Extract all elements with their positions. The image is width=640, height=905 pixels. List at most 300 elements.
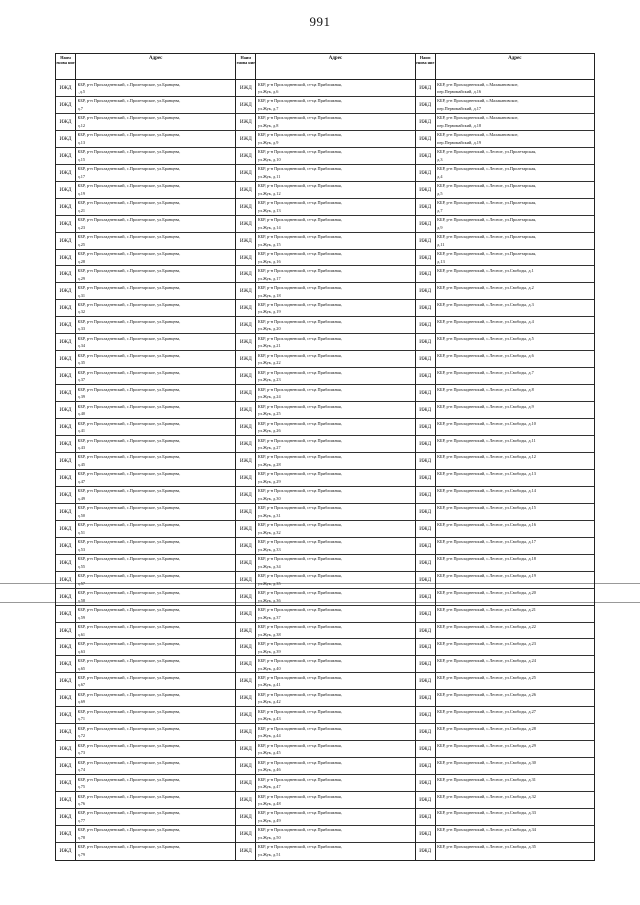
- address-line-2: д.71: [77, 716, 86, 722]
- address-cell: [436, 623, 594, 639]
- address-line-2: д.21: [77, 207, 86, 213]
- table-row: [236, 436, 414, 453]
- property-type-cell: ИЖД: [416, 182, 436, 198]
- address-line-1: КБР, р-н Прохладненский, с.Пролетарское, ул.Бранцева,: [77, 657, 181, 663]
- address-line-1: КБР, р-н Прохладненский, ст-ца Приближная,: [257, 640, 342, 646]
- table-row: [236, 826, 414, 843]
- address-line-2: д.13: [77, 139, 86, 145]
- address-line-2: ул.Жук, д.48: [257, 801, 281, 807]
- address-line-2: д.23: [77, 224, 86, 230]
- address-line-1: КБР, р-н Прохладненский, с.Пролетарское, ул.Бранцева,: [77, 200, 181, 206]
- table-row: [416, 216, 594, 233]
- table-row: [236, 538, 414, 555]
- address-line-1: КБР, р-н Прохладненский, ст-ца Приближная,: [257, 657, 342, 663]
- table-row: [56, 606, 235, 623]
- address-line-2: ул.Жук, д.50: [257, 835, 281, 841]
- table-row: [56, 402, 235, 419]
- address-cell: [76, 555, 235, 571]
- address-line-2: ул.Жук, д.7: [257, 106, 279, 112]
- table-row: [236, 266, 414, 283]
- address-cell: [76, 504, 235, 520]
- address-line-2: д.4: [437, 173, 443, 179]
- address-line-2: ул.Жук, д.14: [257, 224, 281, 230]
- table-row: [56, 656, 235, 673]
- address-line-1: КБР, р-н Прохладненский, с.Пролетарское, ул.Бранцева,: [77, 284, 181, 290]
- table-row: [236, 690, 414, 707]
- address-line-1: КБР, р-н Прохладненский, ст-ца Приближная,: [257, 200, 342, 206]
- table-row: [416, 199, 594, 216]
- property-type-cell: ИЖД: [416, 368, 436, 384]
- table-row: [236, 639, 414, 656]
- table-row: [56, 250, 235, 267]
- table-header: [56, 54, 594, 80]
- table-row: [236, 487, 414, 504]
- address-cell: [256, 199, 414, 215]
- table-row: [56, 504, 235, 521]
- address-line-1: КБР, р-н Прохладненский, с.Пролетарское, ул.Бранцева,: [77, 437, 181, 443]
- address-cell: [76, 521, 235, 537]
- address-line-1: КБР, р-н Прохладненский, ст-ца Приближная,: [257, 284, 342, 290]
- address-line-2: д.29: [77, 275, 86, 281]
- property-type-cell: ИЖД: [236, 419, 256, 435]
- table-row: [236, 334, 414, 351]
- address-line-2: ул.Жук, д.21: [257, 343, 281, 349]
- property-type-cell: ИЖД: [416, 199, 436, 215]
- address-line-1: КБР, р-н Прохладненский, с.Пролетарское, ул.Бранцева,: [77, 691, 181, 697]
- table-row: [56, 317, 235, 334]
- address-line-1: КБР, р-н Прохладненский, с.Пролетарское, ул.Бранцева,: [77, 318, 181, 324]
- address-line-1: КБР, р-н Прохладненский, с.Лесное, ул.Свободы, д.28: [437, 725, 536, 731]
- property-type-cell: ИЖД: [56, 470, 76, 486]
- address-line-2: д.35: [77, 360, 86, 366]
- property-type-cell: ИЖД: [56, 148, 76, 164]
- address-line-2: пер.Первомайский, д.18: [437, 123, 482, 128]
- address-line-1: КБР, р-н Прохладненский, с.Пролетарское, ул.Бранцева,: [77, 149, 181, 155]
- property-type-cell: ИЖД: [56, 419, 76, 435]
- property-type-cell: ИЖД: [416, 317, 436, 333]
- table-row: [416, 233, 594, 250]
- property-type-cell: ИЖД: [416, 606, 436, 622]
- address-line-2: ул.Жук, д.22: [257, 360, 281, 366]
- table-row: [236, 114, 414, 131]
- table-row: [416, 283, 594, 300]
- property-type-cell: ИЖД: [56, 538, 76, 554]
- header-address: Адрес: [148, 56, 163, 61]
- address-cell: [256, 639, 414, 655]
- address-line-2: д.25: [77, 241, 86, 247]
- address-cell: [436, 216, 594, 232]
- address-cell: [76, 606, 235, 622]
- address-cell: [256, 419, 414, 435]
- address-line-1: КБР, р-н Прохладненский, с.Лесное, ул.Пролетарская,: [437, 166, 537, 172]
- table-row: [56, 487, 235, 504]
- address-line-2: ул.Жук, д.27: [257, 445, 281, 451]
- property-type-cell: ИЖД: [416, 283, 436, 299]
- property-type-cell: ИЖД: [236, 843, 256, 860]
- address-cell: [436, 165, 594, 181]
- address-cell: [436, 758, 594, 774]
- address-line-1: КБР, р-н Прохладненский, с.Лесное, ул.Свободы, д.4: [437, 318, 534, 324]
- address-line-2: д.57: [77, 580, 86, 586]
- address-cell: [436, 656, 594, 672]
- address-line-2: ул.Жук, д.49: [257, 818, 281, 824]
- address-line-1: КБР, р-н Прохладненский, с.Пролетарское, ул.Бранцева,: [77, 81, 181, 87]
- property-type-cell: ИЖД: [236, 233, 256, 249]
- address-line-2: д.67: [77, 682, 86, 688]
- property-type-cell: ИЖД: [56, 266, 76, 282]
- property-type-cell: ИЖД: [416, 436, 436, 452]
- address-cell: [256, 673, 414, 689]
- address-line-1: КБР, р-н Прохладненский, с.Лесное, ул.Свободы, д.14: [437, 488, 536, 494]
- address-line-1: КБР, р-н Прохладненский, с.Пролетарское, ул.Бранцева,: [77, 708, 181, 714]
- address-cell: [436, 707, 594, 723]
- table-row: [236, 283, 414, 300]
- address-line-2: ул.Жук, д.13: [257, 207, 281, 213]
- address-line-2: д.13: [437, 258, 445, 264]
- address-line-1: КБР, р-н Прохладненский, ст-ца Приближная,: [257, 386, 342, 392]
- table-row: [236, 707, 414, 724]
- table-row: [56, 639, 235, 656]
- address-cell: [76, 453, 235, 469]
- table-row: [236, 843, 414, 860]
- address-line-1: КБР, р-н Прохладненский, ст-ца Приближная,: [257, 420, 342, 426]
- address-line-2: ул.Жук, д.30: [257, 495, 281, 501]
- address-line-2: д.9: [437, 224, 443, 230]
- address-line-1: КБР, р-н Прохладненский, ст-ца Приближная,: [257, 793, 342, 799]
- table-row: [56, 758, 235, 775]
- property-type-cell: ИЖД: [236, 690, 256, 706]
- address-line-2: д.43: [77, 445, 86, 451]
- address-cell: [436, 317, 594, 333]
- table-row: [416, 758, 594, 775]
- address-line-2: д.41: [77, 428, 86, 434]
- address-line-1: КБР, р-н Прохладненский, с.Пролетарское, ул.Бранцева,: [77, 352, 181, 358]
- table-row: [56, 131, 235, 148]
- address-cell: [76, 182, 235, 198]
- address-line-1: КБР, р-н Прохладненский, с.Пролетарское, ул.Бранцева,: [77, 251, 181, 257]
- property-type-cell: ИЖД: [236, 216, 256, 232]
- property-type-cell: ИЖД: [236, 826, 256, 842]
- address-cell: [256, 317, 414, 333]
- property-type-cell: ИЖД: [56, 402, 76, 418]
- property-type-cell: ИЖД: [236, 673, 256, 689]
- table-row: [56, 690, 235, 707]
- address-line-1: КБР, р-н Прохладненский, ст-ца Приближная,: [257, 98, 342, 104]
- address-line-2: д.17: [77, 173, 86, 179]
- address-cell: [76, 199, 235, 215]
- address-cell: [256, 114, 414, 130]
- table-row: [56, 623, 235, 640]
- table-row: [416, 402, 594, 419]
- property-type-cell: ИЖД: [56, 436, 76, 452]
- address-line-2: ул.Жук, д.11: [257, 173, 281, 179]
- table-row: [416, 521, 594, 538]
- property-type-cell: ИЖД: [56, 114, 76, 130]
- address-line-1: КБР, р-н Прохладненский, ст-ца Приближная,: [257, 810, 342, 816]
- address-line-2: ул.Жук, д.47: [257, 784, 281, 790]
- property-type-cell: ИЖД: [56, 385, 76, 401]
- address-line-1: КБР, р-н Прохладненский, с.Пролетарское, ул.Бранцева,: [77, 234, 181, 240]
- table-row: [236, 250, 414, 267]
- address-cell: [256, 402, 414, 418]
- address-line-2: д.7: [437, 207, 443, 213]
- property-type-cell: ИЖД: [416, 233, 436, 249]
- table-row: [416, 148, 594, 165]
- address-line-2: д.12: [77, 123, 86, 128]
- table-row: [56, 673, 235, 690]
- property-type-cell: ИЖД: [416, 470, 436, 486]
- property-type-cell: ИЖД: [236, 724, 256, 740]
- address-line-2: д.47: [77, 479, 86, 485]
- address-line-1: КБР, р-н Прохладненский, с.Малакановское,: [437, 115, 519, 121]
- property-type-cell: ИЖД: [56, 351, 76, 367]
- table-row: [416, 487, 594, 504]
- property-type-cell: ИЖД: [236, 809, 256, 825]
- address-line-1: КБР, р-н Прохладненский, ст-ца Приближная,: [257, 844, 342, 850]
- address-cell: [76, 317, 235, 333]
- address-line-1: КБР, р-н Прохладненский, с.Лесное, ул.Свободы, д.27: [437, 708, 536, 714]
- address-cell: [256, 623, 414, 639]
- address-line-1: КБР, р-н Прохладненский, ст-ца Приближная,: [257, 403, 342, 409]
- address-line-1: КБР, р-н Прохладненский, с.Лесное, ул.Свободы, д.34: [437, 827, 536, 833]
- address-cell: [436, 826, 594, 842]
- address-cell: [76, 148, 235, 164]
- table-row: [416, 368, 594, 385]
- property-type-cell: ИЖД: [236, 792, 256, 808]
- address-cell: [256, 589, 414, 605]
- property-type-cell: ИЖД: [56, 690, 76, 706]
- property-type-cell: ИЖД: [416, 589, 436, 605]
- address-line-2: ул.Жук, д.42: [257, 699, 281, 705]
- property-type-cell: ИЖД: [416, 809, 436, 825]
- table-row: [56, 199, 235, 216]
- address-line-1: КБР, р-н Прохладненский, ст-ца Приближная,: [257, 742, 342, 748]
- address-line-1: КБР, р-н Прохладненский, с.Лесное, ул.Свободы, д.16: [437, 522, 536, 528]
- table-row: [236, 741, 414, 758]
- address-line-1: КБР, р-н Прохладненский, с.Лесное, ул.Свободы, д.32: [437, 793, 536, 799]
- address-cell: [256, 724, 414, 740]
- table-row: [416, 555, 594, 572]
- address-line-2: д.76: [77, 801, 86, 807]
- table-row: [56, 419, 235, 436]
- address-line-1: КБР, р-н Прохладненский, ст-ца Приближная,: [257, 454, 342, 460]
- address-line-1: КБР, р-н Прохладненский, ст-ца Приближная,: [257, 776, 342, 782]
- address-line-2: д.5: [437, 190, 443, 196]
- address-cell: [436, 487, 594, 503]
- property-type-cell: ИЖД: [416, 741, 436, 757]
- address-line-1: КБР, р-н Прохладненский, с.Пролетарское, ул.Бранцева,: [77, 573, 181, 579]
- address-line-2: д.37: [77, 377, 86, 383]
- address-line-1: КБР, р-н Прохладненский, с.Лесное, ул.Свободы, д.35: [437, 844, 536, 850]
- table-row: [416, 656, 594, 673]
- property-type-cell: ИЖД: [416, 351, 436, 367]
- table-row: [416, 351, 594, 368]
- address-cell: [256, 504, 414, 520]
- property-type-cell: ИЖД: [56, 724, 76, 740]
- address-line-2: ул.Жук, д.32: [257, 529, 281, 535]
- address-cell: [256, 233, 414, 249]
- address-line-2: ул.Жук, д.43: [257, 716, 281, 722]
- property-type-cell: ИЖД: [56, 199, 76, 215]
- address-line-2: д.73: [77, 750, 86, 756]
- table-row: [416, 436, 594, 453]
- address-cell: [436, 555, 594, 571]
- address-cell: [256, 606, 414, 622]
- address-cell: [76, 623, 235, 639]
- address-line-1: КБР, р-н Прохладненский, с.Пролетарское, ул.Бранцева,: [77, 742, 181, 748]
- address-table: [55, 53, 595, 861]
- address-line-1: КБР, р-н Прохладненский, с.Пролетарское, ул.Бранцева,: [77, 827, 181, 833]
- address-line-1: КБР, р-н Прохладненский, с.Пролетарское, ул.Бранцева,: [77, 471, 181, 477]
- address-cell: [256, 351, 414, 367]
- address-line-1: КБР, р-н Прохладненский, с.Пролетарское, ул.Бранцева,: [77, 776, 181, 782]
- address-cell: [436, 148, 594, 164]
- address-line-1: КБР, р-н Прохладненский, ст-ца Приближная,: [257, 352, 342, 358]
- property-type-cell: ИЖД: [56, 673, 76, 689]
- address-line-1: КБР, р-н Прохладненский, с.Пролетарское, ул.Бранцева,: [77, 454, 181, 460]
- property-type-cell: ИЖД: [416, 775, 436, 791]
- property-type-cell: ИЖД: [416, 826, 436, 842]
- address-line-2: д.74: [77, 767, 86, 773]
- address-cell: [436, 182, 594, 198]
- property-type-cell: ИЖД: [416, 572, 436, 588]
- address-line-1: КБР, р-н Прохладненский, ст-ца Приближная,: [257, 81, 342, 87]
- address-line-1: КБР, р-н Прохладненский, с.Лесное, ул.Свободы, д.25: [437, 674, 536, 680]
- address-cell: [256, 385, 414, 401]
- address-line-2: ул.Жук, д.24: [257, 394, 281, 400]
- address-line-1: КБР, р-н Прохладненский, с.Лесное, ул.Пролетарская,: [437, 149, 537, 155]
- address-line-2: ул.Жук, д.12: [257, 190, 281, 196]
- address-line-2: ул.Жук, д.36: [257, 597, 281, 603]
- property-type-cell: ИЖД: [236, 487, 256, 503]
- property-type-cell: ИЖД: [56, 606, 76, 622]
- address-line-2: д.75: [77, 784, 86, 790]
- address-line-2: д.61: [77, 631, 86, 637]
- table-row: [416, 419, 594, 436]
- table-row: [416, 572, 594, 589]
- property-type-cell: ИЖД: [236, 351, 256, 367]
- table-row: [56, 826, 235, 843]
- address-line-1: КБР, р-н Прохладненский, с.Пролетарское, ул.Бранцева,: [77, 793, 181, 799]
- address-line-1: КБР, р-н Прохладненский, ст-ца Приближная,: [257, 115, 342, 121]
- address-cell: [256, 775, 414, 791]
- address-line-1: КБР, р-н Прохладненский, ст-ца Приближная,: [257, 183, 342, 189]
- property-type-cell: ИЖД: [56, 758, 76, 774]
- address-line-1: КБР, р-н Прохладненский, с.Лесное, ул.Пролетарская,: [437, 234, 537, 240]
- property-type-cell: ИЖД: [416, 385, 436, 401]
- table-row: [416, 453, 594, 470]
- table-row: [56, 521, 235, 538]
- property-type-cell: ИЖД: [236, 165, 256, 181]
- address-cell: [76, 131, 235, 147]
- header-group: [56, 54, 235, 79]
- address-cell: [76, 758, 235, 774]
- table-row: [236, 521, 414, 538]
- table-body: [56, 80, 594, 860]
- table-row: [236, 233, 414, 250]
- address-line-2: д.50: [77, 512, 86, 518]
- table-row: [236, 385, 414, 402]
- address-line-1: КБР, р-н Прохладненский, с.Лесное, ул.Свободы, д.5: [437, 335, 534, 341]
- property-type-cell: ИЖД: [416, 504, 436, 520]
- property-type-cell: ИЖД: [236, 504, 256, 520]
- address-line-1: КБР, р-н Прохладненский, ст-ца Приближная,: [257, 437, 342, 443]
- address-line-2: ул.Жук, д.28: [257, 462, 281, 468]
- property-type-cell: ИЖД: [56, 334, 76, 350]
- property-type-cell: ИЖД: [56, 97, 76, 113]
- address-line-2: пер.Первомайский, д.16: [437, 89, 482, 95]
- address-cell: [256, 165, 414, 181]
- property-type-cell: ИЖД: [416, 419, 436, 435]
- property-type-cell: ИЖД: [416, 300, 436, 316]
- address-line-1: КБР, р-н Прохладненский, ст-ца Приближная,: [257, 607, 342, 613]
- address-line-1: КБР, р-н Прохладненский, ст-ца Приближная,: [257, 556, 342, 562]
- address-line-2: д.31: [77, 292, 86, 298]
- address-cell: [436, 368, 594, 384]
- table-row: [236, 148, 414, 165]
- table-row: [56, 589, 235, 606]
- property-type-cell: ИЖД: [416, 724, 436, 740]
- address-line-2: д.28: [77, 258, 86, 264]
- property-type-cell: ИЖД: [56, 504, 76, 520]
- property-type-cell: ИЖД: [236, 589, 256, 605]
- property-type-cell: ИЖД: [416, 673, 436, 689]
- address-line-2: ул.Жук, д.16: [257, 258, 281, 264]
- address-cell: [436, 385, 594, 401]
- address-line-2: ул.Жук, д.20: [257, 326, 281, 332]
- address-line-2: д.58: [77, 597, 86, 603]
- address-cell: [256, 487, 414, 503]
- address-line-1: КБР, р-н Прохладненский, с.Лесное, ул.Свободы, д.24: [437, 657, 536, 663]
- address-line-1: КБР, р-н Прохладненский, с.Лесное, ул.Свободы, д.20: [437, 590, 536, 596]
- address-line-1: КБР, р-н Прохладненский, ст-ца Приближная,: [257, 369, 342, 375]
- header-type: Наим енова ние: [236, 54, 256, 79]
- address-line-1: КБР, р-н Прохладненский, ст-ца Приближная,: [257, 234, 342, 240]
- property-type-cell: ИЖД: [236, 266, 256, 282]
- table-row: [56, 555, 235, 572]
- property-type-cell: ИЖД: [236, 707, 256, 723]
- property-type-cell: ИЖД: [56, 368, 76, 384]
- property-type-cell: ИЖД: [236, 182, 256, 198]
- address-line-1: КБР, р-н Прохладненский, с.Пролетарское, ул.Бранцева,: [77, 403, 181, 409]
- table-column: [415, 80, 594, 860]
- table-row: [56, 266, 235, 283]
- property-type-cell: ИЖД: [56, 182, 76, 198]
- address-cell: [436, 266, 594, 282]
- address-cell: [436, 97, 594, 113]
- address-line-1: КБР, р-н Прохладненский, ст-ца Приближная,: [257, 505, 342, 511]
- table-row: [236, 589, 414, 606]
- address-line-2: д.33: [77, 326, 86, 332]
- table-row: [236, 623, 414, 640]
- table-row: [416, 385, 594, 402]
- address-line-1: КБР, р-н Прохладненский, с.Лесное, ул.Свободы, д.21: [437, 607, 536, 613]
- address-line-1: КБР, р-н Прохладненский, с.Лесное, ул.Свободы, д.18: [437, 556, 536, 562]
- property-type-cell: ИЖД: [236, 572, 256, 588]
- table-row: [416, 724, 594, 741]
- address-cell: [256, 182, 414, 198]
- table-row: [56, 300, 235, 317]
- table-row: [416, 673, 594, 690]
- address-cell: [76, 589, 235, 605]
- address-cell: [436, 351, 594, 367]
- address-cell: [256, 250, 414, 266]
- address-line-1: КБР, р-н Прохладненский, с.Пролетарское, ул.Бранцева,: [77, 522, 181, 528]
- table-row: [56, 182, 235, 199]
- table-row: [236, 656, 414, 673]
- property-type-cell: ИЖД: [416, 148, 436, 164]
- table-row: [416, 165, 594, 182]
